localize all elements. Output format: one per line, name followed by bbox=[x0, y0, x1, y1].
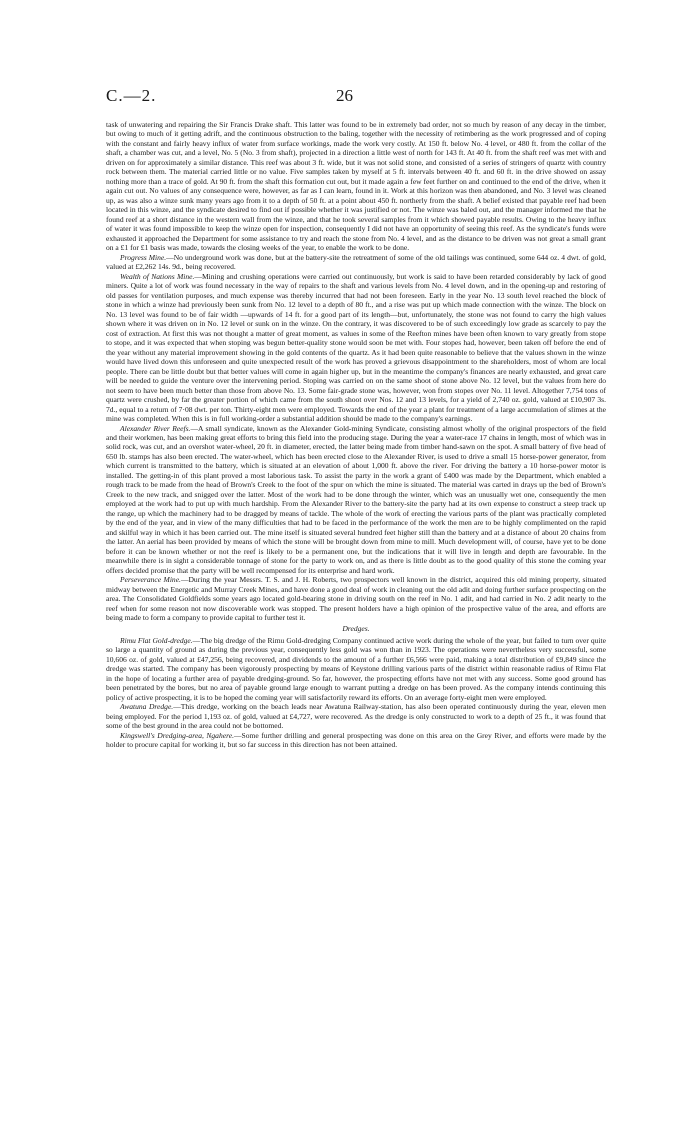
paragraph-text: —No underground work was done, but at the battery-site the retreatment of some of the old tailings was continued, some 644 oz. 4 dwt. of gold, valued at £2,262 14s. 9d., being recovered. bbox=[106, 252, 606, 272]
paragraph-text: —This dredge, working on the beach leads near Awatuna Railway-station, has also been operated continuously during the year, eleven men being employed. For the period 1,193 oz. of gold, valued at £4,727, were recovered. As the dredge is only constructed to work to a depth of 25 ft., it was found that some of the best ground in the area could not be bottomed. bbox=[106, 702, 606, 731]
paragraph-title: Rimu Flat Gold-dredge. bbox=[120, 635, 193, 645]
paragraph-text: —A small syndicate, known as the Alexander Gold-mining Syndicate, consisting almost wholly of the original prospectors of the field and their workmen, has been making great efforts to bring this field into the producing stage. During the year a water-race 17 chains in length, most of which was in solid rock, was cut, and an overshot water-wheel, 20 ft. in diameter, erected, the latter being made from timber hand-sawn on the spot. A small battery of five head of 650 lb. stamps has also been erected. The water-wheel, which has been erected close to the Alexander River, is used to drive a small 15 horse-power generator, from which current is transmitted to the battery, which is situated at an elevation of about 1,000 ft. above the river. For driving the battery a 10 horse-power motor is installed. The getting-in of this plant proved a most laborious task. To assist the party in the work a grant of £400 was made by the Department, which enabled a rough track to be made from the head of Brown's Creek to the foot of the spur on which the mine is situated. The material was carted in drays up the bed of Brown's Creek to the new track, and snigged over the latter. Most of the work had to be done through the winter, which was an unusually wet one, consequently the men employed at the work had to put up with much hardship. From the Alexander River to the battery-site the party had at its own expense to construct a steep track up the range, up which the machinery had to be dragged by means of tackle. The whole of the work of erecting the various parts of the plant was practically completed by the end of the year, and in view of the many difficulties that had to be faced in the performance of the work the men are to be highly complimented on the rapid and skilful way in which it has been carried out. The mine itself is situated several hundred feet higher still than the battery and at a distance of about 20 chains from the latter. An aerial has been provided by means of which the stone will be brought down from mine to mill. Much development will, of course, have yet to be done before it can be known whether or not the reef is likely to be a permanent one, but the indications that it will live in length and depth are favourable. In the meanwhile there is in sight a considerable tonnage of stone for the party to work on, and as there is little doubt as to the good quality of this stone the coming year offers decided promise that the party will be well recompensed for its enterprise and hard work. bbox=[106, 423, 607, 575]
paragraph-progress-mine bbox=[106, 253, 606, 272]
paragraph-awatuna-dredge bbox=[106, 702, 606, 730]
paragraph-text: —Mining and crushing operations were carried out continuously, but work is said to have been retarded considerably by lack of good miners. Quite a lot of work was found necessary in the way of repairs to the shaft and various levels from No. 4 level down, and in the opening-up and restoring of old passes for ventilation purposes, and much expense was thereby incurred that had not been foreseen. Early in the year No. 13 south level reached the block of stone in which a winze had previously been sunk from No. 12 level to a depth of 80 ft., and a rise was put up which made connection with the winze. The block on No. 13 level was found to be of fair width —upwards of 14 ft. for a good part of its length—but, unfortunately, the stone was not found to carry the high values shown where it was driven on in No. 12 level or sunk on in the winze. On the contrary, it was discovered to be of such exceedingly low grade as scarcely to pay the cost of extraction. At first this was not thought a matter of great moment, as values in some of the Reefton mines have been often known to vary greatly from stope to stope, and it was expected that when stoping was begun better-quality stone would soon be met with. Four stopes had, however, been taken off before the end of the year without any material improvement showing in the gold contents of the quartz. As it had been quite reasonable to believe that the values shown in the winze would have lived down this unforeseen and quite unexpected result of the work has proved a grievous disappointment to the shareholders, most of whom are local people. There can be little doubt but that better values will come in again higher up, but in the meantime the company's finances are nearly exhausted, and great care will be needed to guide the venture over the intervening period. Stoping was carried on on the same shoot of stone above No. 12 level, but the values from here do not seem to have been much better than those from above No. 13. Some fair-grade stone was, however, won from stopes over No. 11 level. Altogether 7,754 tons of quartz were crushed, by far the greater portion of which came from the south shoot over Nos. 12 and 13 levels, for a yield of 2,740 oz. gold, valued at £10,907 3s. 7d., equal to a return of 7·08 dwt. per ton. Thirty-eight men were employed. Towards the end of the year a plant for treatment of a large accumulation of slimes at the mine was completed. When this is in full working-order a substantial addition should be made to the company's earnings. bbox=[106, 271, 606, 424]
paragraph-rimu-flat bbox=[106, 636, 606, 702]
paragraph-drake-shaft bbox=[106, 120, 606, 253]
paragraph-text: task of unwatering and repairing the Sir Francis Drake shaft. This latter was found to be in extremely bad order, not so much by reason of any decay in the timber, but owing to much of it getting adrift, and the continuous obstruction to the baling, together with the necessity of retimbering as the work progressed and of coping with the constant and fairly heavy influx of water from surface workings, made the work very costly. At 150 ft. below No. 4 level, or 480 ft. from the collar of the shaft, a chamber was cut, and a level, No. 5 (No. 3 from shaft), projected in a direction a little west of north for 143 ft. At 40 ft. from the shaft reef was met with and driven on for approximately a similar distance. This reef was about 3 ft. wide, but it was not solid stone, and consisted of a series of stringers of quartz with country rock between them. The material carried little or no value. Five samples taken by myself at 5 ft. intervals between 40 ft. and 60 ft. in the drive showed on assay nothing more than a trace of gold. At 90 ft. from the shaft this formation cut out, but it made again a few feet further on and continued to the end of the drive, when it again cut out. No values of any consequence were, however, as far as I can learn, found in it. Work at this horizon was then abandoned, and No. 3 level was cleaned up, as was also a winze sunk many years ago from it to a depth of 50 ft. at a point about 450 ft. northerly from the shaft. A belief existed that payable reef had been located in this winze, and the syndicate desired to find out if possible whether it was justified or not. The winze was baled out, and the manager informed me that he found reef at a short distance in the western wall from the winze, and that he took several samples from it which showed payable results. Owing to the heavy influx of water it was found impossible to keep the winze open for inspection, consequently I did not have an opportunity of seeing this reef. As the syndicate's funds were exhausted it approached the Department for some assistance to try and reach the stone from No. 4 level, and as the distance to be driven was not great a small grant on a £1 for £1 basis was made, towards the closing weeks of the year, to enable the work to be done. bbox=[106, 120, 606, 253]
page-number: 26 bbox=[336, 86, 353, 105]
paragraph-alexander-river bbox=[106, 424, 606, 576]
paragraph-text: —The big dredge of the Rimu Gold-dredging Company continued active work during the whole of the year, but failed to turn over quite so large a quantity of ground as during the previous year, consequently less gold was won than in 1923. The operations were nevertheless very successful, some 10,606 oz. of gold, valued at £47,256, being recovered, and dividends to the amount of a further £6,566 were paid, making a total distribution of £9,849 since the dredge was started. The company has been vigorously prospecting by means of Keystone drilling various parts of the district within reasonable radius of Rimu Flat in the hope of locating a further area of payable dredging-ground. So far, however, the prospecting efforts have not met with any success. Some good ground has been penetrated by the bores, but no area of payable ground large enough to warrant putting a dredge on has been proved. As the company intends continuing this policy of active prospecting, it is to be hoped the coming year will satisfactorily reward its efforts. On an average forty-eight men were employed. bbox=[106, 635, 606, 702]
paragraph-wealth-of-nations bbox=[106, 272, 606, 424]
paragraph-title: Wealth of Nations Mine. bbox=[120, 271, 195, 281]
paragraph-text: —During the year Messrs. T. S. and J. H. Roberts, two prospectors well known in the district, acquired this old mining property, situated midway between the Energetic and Murray Creek Mines, and have done a good deal of work in cleaning out the old adit and doing further surface prospecting on the area. The Consolidated Goldfields some years ago located gold-bearing stone in driving south on the reef in No. 1 adit, and had carried in No. 2 adit nearly to the reef when for some reason not now discoverable work was stopped. The present holders have a high opinion of the prospective value of the area, and efforts are being made to form a company to provide capital to further test it. bbox=[106, 575, 606, 623]
paragraph-title: Progress Mine. bbox=[120, 252, 167, 262]
paragraph-title: Alexander River Reefs. bbox=[120, 423, 191, 433]
paragraph-kingswell-dredging bbox=[106, 731, 606, 750]
report-reference: C.—2. bbox=[106, 86, 157, 105]
document-body bbox=[106, 120, 606, 749]
paragraph-title: Perseverance Mine. bbox=[120, 575, 181, 585]
section-heading-dredges: Dredges. bbox=[342, 623, 370, 633]
paragraph-title: Kingswell's Dredging-area, Ngahere. bbox=[120, 730, 234, 740]
paragraph-perseverance-mine bbox=[106, 575, 606, 622]
paragraph-title: Awatuna Dredge. bbox=[120, 702, 174, 712]
paragraph-text: —Some further drilling and general prospecting was done on this area on the Grey River, and efforts were made by the holder to procure capital for working it, but so far success in this direction has not been attained. bbox=[106, 730, 607, 749]
